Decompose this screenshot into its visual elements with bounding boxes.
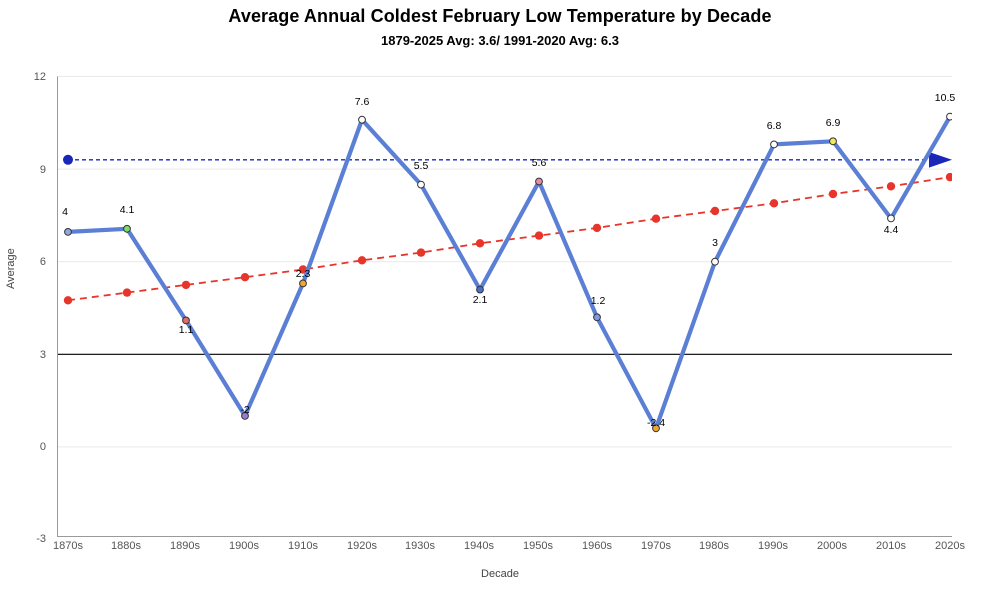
data-point-label: 2.1 [472,294,488,306]
x-tick-label: 2010s [876,540,906,552]
data-point-label: 5.6 [531,157,547,169]
x-tick-label: 1990s [758,540,788,552]
x-tick-label: 1980s [699,540,729,552]
data-point-label: 1.2 [590,295,606,307]
data-point-label: 4 [62,206,68,218]
x-tick-label: 1870s [53,540,83,552]
data-point-label: 5.5 [413,160,429,172]
x-tick-label: 1930s [405,540,435,552]
data-point-label: -2.4 [646,417,666,429]
y-tick-label: 9 [39,164,46,176]
x-tick-label: 1950s [523,540,553,552]
x-tick-label: 2020s [935,540,965,552]
x-tick-label: 1900s [229,540,259,552]
grid-lines [57,77,952,538]
data-point-label: 7.6 [354,96,370,108]
x-tick-label: 1970s [641,540,671,552]
data-point-label: 2.3 [295,268,311,280]
data-point-label: 6.8 [766,120,782,132]
chart-title: Average Annual Coldest February Low Temperature by Decade [228,6,772,26]
reference-line-normal-average [63,152,952,168]
x-tick-label: 1880s [111,540,141,552]
plot-area [57,74,956,537]
data-point-label: 4.4 [883,224,899,236]
x-tick-label: 1890s [170,540,200,552]
y-axis-label: Average [5,248,17,289]
y-tick-label: -3 [36,533,46,545]
data-point-label: 10.5 [934,92,956,104]
x-tick-label: 1960s [582,540,612,552]
y-tick-label: 3 [39,349,46,361]
axis-ticks [57,77,950,538]
y-tick-label: 0 [39,441,46,453]
x-tick-label: 1920s [347,540,377,552]
x-tick-label: 1910s [288,540,318,552]
data-point-label: 4.1 [119,204,135,216]
data-point-label: -2 [240,404,250,416]
chart-subtitle: 1879-2025 Avg: 3.6/ 1991-2020 Avg: 6.3 [381,33,619,48]
x-tick-label: 1940s [464,540,494,552]
y-tick-label: 12 [33,71,46,83]
data-point-label: 1.1 [178,324,194,336]
y-tick-label: 6 [39,256,46,268]
x-tick-label: 2000s [817,540,847,552]
data-point-label: 6.9 [825,117,841,129]
data-point-label: 3 [712,237,718,249]
data-series-average [65,113,952,432]
x-axis-label: Decade [481,568,519,580]
chart-svg [57,74,952,537]
